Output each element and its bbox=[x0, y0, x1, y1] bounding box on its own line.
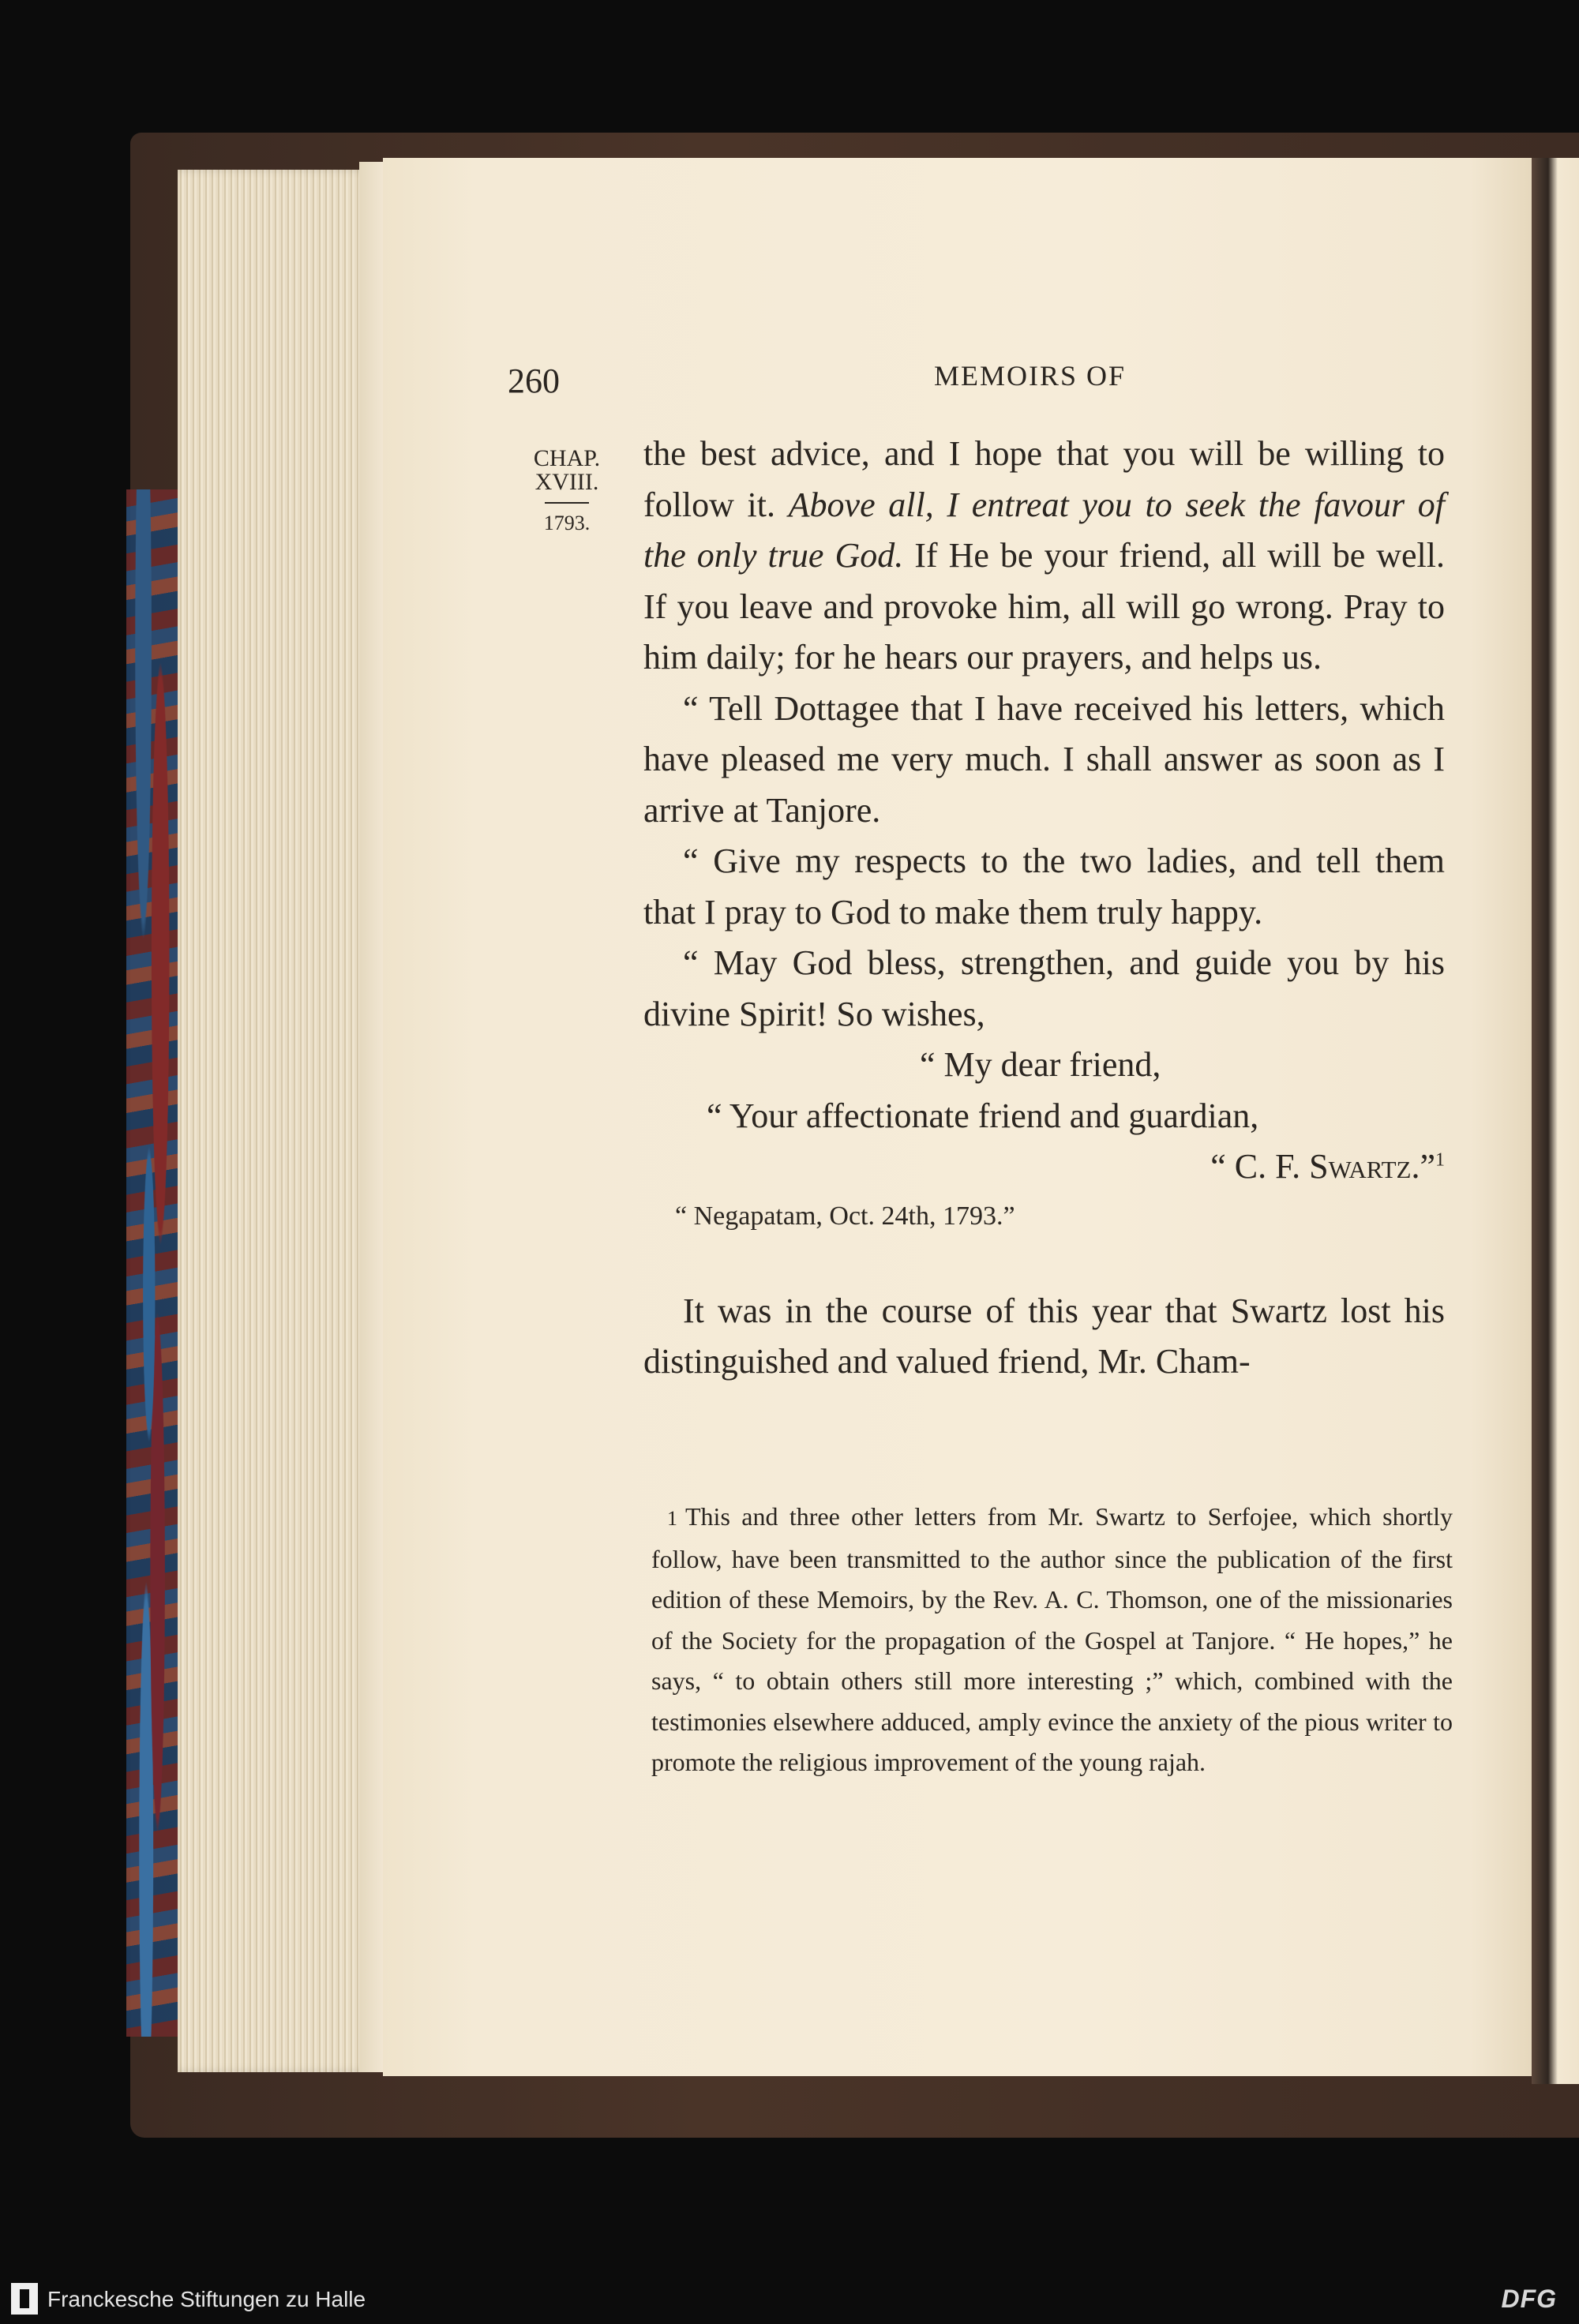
book-gutter bbox=[1532, 158, 1579, 2084]
letter-closing: “ My dear friend, bbox=[920, 1045, 1161, 1084]
paragraph-text: If He be your friend, all will be well. If you leave and provoke him, all will go wrong. Pray to him daily; for he hears our prayers, and helps us. bbox=[643, 536, 1445, 677]
section-gap bbox=[643, 1240, 1445, 1286]
footnote-text: This and three other letters from Mr. Swartz to Serfojee, which shortly follow, have been transmitted to the author since the publication of the first edition of these Memoirs, by the Rev. A. C. Thomson, one of the missionaries of the Society for the propagation of the Gospel at Tanjore. “ He hopes,” he says, “ to obtain others still more interesting ;” which, combined with the testimonies elsewhere adduced, amply evince the anxiety of the pious writer to promote the religious improvement of the young rajah. bbox=[651, 1502, 1453, 1776]
letter-paragraph: “ Tell Dottagee that I have received his letters, which have pleased me very much. I shall answer as soon as I arrive at Tanjore. bbox=[643, 688, 1445, 830]
viewer-footer bbox=[0, 2273, 1579, 2324]
letter-paragraph bbox=[643, 429, 1445, 684]
narrative-paragraph: It was in the course of this year that Swartz lost his distinguished and valued friend, Mr. Cham- bbox=[643, 1291, 1445, 1381]
letter-paragraph: “ Give my respects to the two ladies, and tell them that I pray to God to make them truly happy. bbox=[643, 842, 1445, 931]
running-title: MEMOIRS OF bbox=[934, 360, 1127, 392]
margin-rule bbox=[545, 502, 589, 504]
margin-chapter-number: XVIII. bbox=[534, 469, 599, 495]
paragraph-text: the best advice, and I hope that you will be willing to follow it. bbox=[643, 434, 1445, 524]
footnote-mark: 1 bbox=[667, 1507, 677, 1530]
margin-year: 1793. bbox=[543, 512, 591, 534]
emphasis-text: Above all, I entreat you to seek the favour of the only true God. bbox=[643, 485, 1445, 575]
letter-paragraph: “ May God bless, strengthen, and guide you by his divine Spirit! So wishes, bbox=[643, 943, 1445, 1033]
institution-logo-icon bbox=[11, 2283, 38, 2315]
main-text bbox=[643, 429, 1445, 1388]
dfg-logo-icon: DFG bbox=[1501, 2285, 1557, 2313]
footnote bbox=[651, 1497, 1453, 1783]
institution-name: Franckesche Stiftungen zu Halle bbox=[47, 2287, 366, 2311]
letter-place-date: “ Negapatam, Oct. 24th, 1793.” bbox=[675, 1201, 1015, 1231]
letter-closing: “ Your affectionate friend and guardian, bbox=[707, 1096, 1259, 1135]
margin-note bbox=[527, 447, 606, 535]
page-number: 260 bbox=[508, 362, 560, 400]
margin-chapter-label: CHAP. bbox=[533, 445, 601, 471]
signature-quote: ” bbox=[1420, 1147, 1435, 1186]
footnote-reference: 1 bbox=[1435, 1149, 1445, 1171]
signature-initials: “ C. F. bbox=[1210, 1147, 1310, 1186]
marbled-edge bbox=[126, 489, 183, 2037]
signature-name: Swartz. bbox=[1309, 1147, 1420, 1186]
letter-signature bbox=[643, 1141, 1445, 1193]
